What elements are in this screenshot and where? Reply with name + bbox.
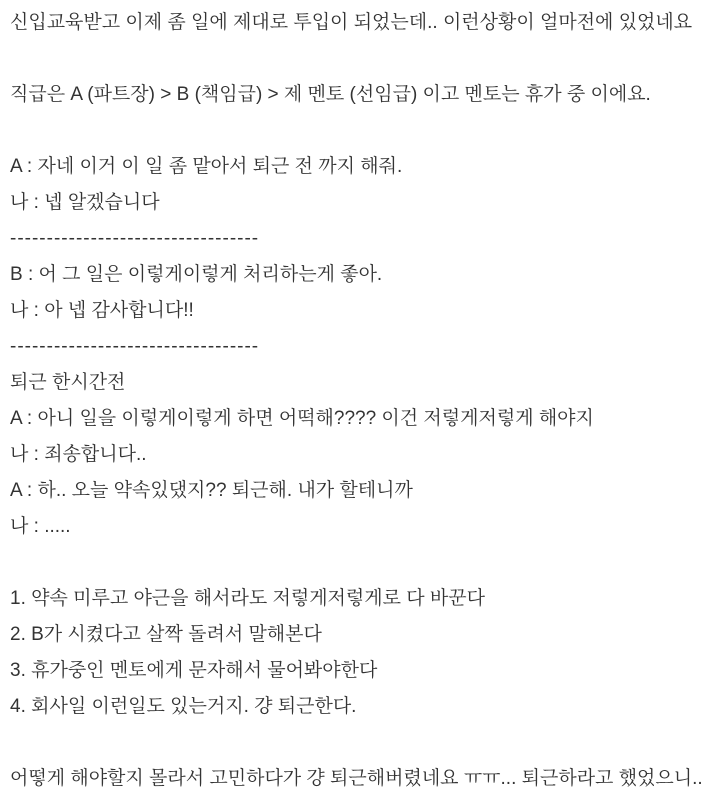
post-line-time-note: 퇴근 한시간전 bbox=[10, 372, 126, 393]
blank-line bbox=[10, 41, 710, 77]
post-line-option-1: 1. 약속 미루고 야근을 해서라도 저렇게저렇게로 다 바꾼다 bbox=[10, 588, 485, 609]
post-line-option-2: 2. B가 시켰다고 살짝 돌려서 말해본다 bbox=[10, 624, 322, 645]
divider-line: ---------------------------------- bbox=[10, 336, 260, 357]
divider-line: ---------------------------------- bbox=[10, 228, 260, 249]
post-line-intro: 신입교육받고 이제 좀 일에 제대로 투입이 되었는데.. 이런상황이 얼마전에 있었네요 bbox=[10, 12, 693, 33]
blank-line bbox=[10, 725, 710, 761]
post-line-dialogue-me1: 나 : 넵 알겠습니다 bbox=[10, 192, 160, 213]
blank-line bbox=[10, 113, 710, 149]
post-line-dialogue-me2: 나 : 아 넵 감사합니다!! bbox=[10, 300, 194, 321]
post-line-dialogue-me3: 나 : 죄송합니다.. bbox=[10, 444, 147, 465]
post-line-dialogue-a2: A : 아니 일을 이렇게이렇게 하면 어떡해???? 이건 저렇게저렇게 해야지 bbox=[10, 408, 594, 429]
blank-line bbox=[10, 545, 710, 581]
post-line-option-3: 3. 휴가중인 멘토에게 문자해서 물어봐야한다 bbox=[10, 660, 378, 681]
post-line-dialogue-a3: A : 하.. 오늘 약속있댔지?? 퇴근해. 내가 할테니까 bbox=[10, 480, 413, 501]
post-line-ranks: 직급은 A (파트장) > B (책임급) > 제 멘토 (선임급) 이고 멘토는 휴가 중 이에요. bbox=[10, 84, 651, 105]
post-line-closing: 어떻게 해야할지 몰라서 고민하다가 걍 퇴근해버렸네요 ㅠㅠ... 퇴근하라고 했었으니.. bbox=[10, 768, 703, 789]
post-line-dialogue-a1: A : 자네 이거 이 일 좀 맡아서 퇴근 전 까지 해줘. bbox=[10, 156, 403, 177]
post-line-option-4: 4. 회사일 이런일도 있는거지. 걍 퇴근한다. bbox=[10, 696, 357, 717]
post-line-dialogue-me4: 나 : ..... bbox=[10, 516, 71, 537]
post-line-dialogue-b1: B : 어 그 일은 이렇게이렇게 처리하는게 좋아. bbox=[10, 264, 383, 285]
